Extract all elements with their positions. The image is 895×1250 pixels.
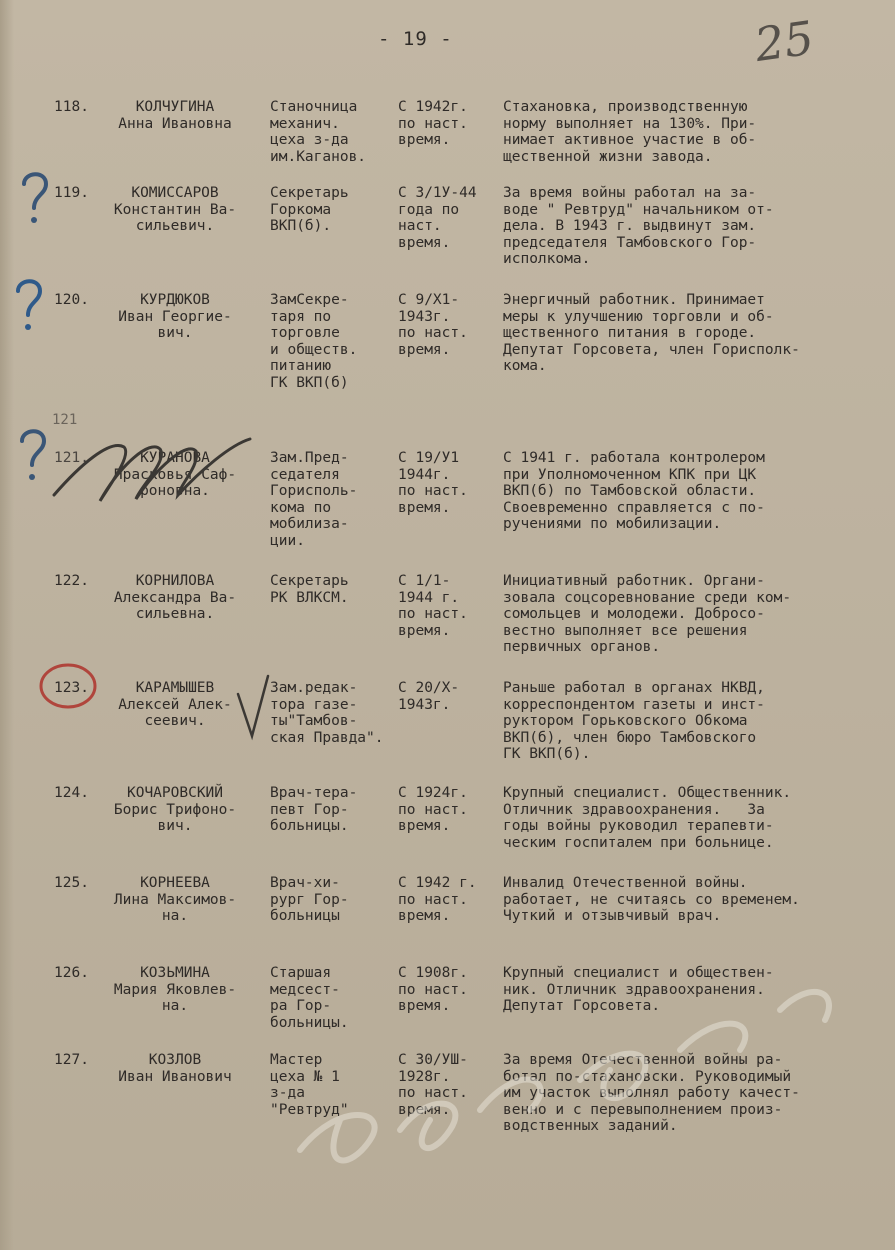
archive-sheet-number: 25 — [751, 10, 818, 73]
watermark-icon — [280, 900, 880, 1220]
question-mark-icon — [14, 168, 54, 228]
entry-description: За время войны работал на за- воде " Ревтруд" начальником от- дела. В 1943 г. выдвинут зам. председателя Тамбовского Гор- исполкома. — [503, 185, 774, 267]
entry-tenure: С 30/УШ- 1928г. по наст. время. — [398, 1052, 468, 1118]
entry-tenure: С 1924г. по наст. время. — [398, 785, 468, 834]
entry-name: КАРАМЫШЕВ Алексей Алек- сеевич. — [118, 680, 232, 729]
entry-description: Стахановка, производственную норму выполняет на 130%. При- нимает активное участие в об- щественной жизни завода. — [503, 99, 757, 165]
entry-tenure: С 9/Х1- 1943г. по наст. время. — [398, 292, 468, 358]
entry-position: Секретарь РК ВЛКСМ. — [270, 573, 349, 606]
entry-number: 127. — [54, 1052, 89, 1068]
entry-position: Врач-хи- рург Гор- больницы — [270, 875, 349, 924]
page-number: - 19 - — [378, 28, 453, 50]
entry-name: КОЛЧУГИНА Анна Ивановна — [118, 99, 232, 132]
entry-description: Энергичный работник. Принимает меры к улучшению торговли и об- щественного питания в городе. Депутат Горсовета, член Горисполк- кома. — [503, 292, 800, 374]
entry-name: КОРНИЛОВА Александра Ва- сильевна. — [113, 573, 237, 622]
entry-name: КОМИССАРОВ Константин Ва- сильевич. — [113, 185, 237, 234]
entry-number: 120. — [54, 292, 89, 308]
margin-note: 121 — [52, 412, 78, 428]
entry-name: КОРНЕЕВА Лина Максимов- на. — [113, 875, 237, 924]
entry-tenure: С 1/1- 1944 г. по наст. время. — [398, 573, 468, 639]
entry-number: 121. — [54, 450, 89, 466]
entry-name: КУРДЮКОВ Иван Георгие- вич. — [118, 292, 232, 341]
red-circle-mark-icon — [36, 660, 100, 712]
entry-name: КОЗЛОВ Иван Иванович — [118, 1052, 232, 1085]
entry-position: Секретарь Горкома ВКП(б). — [270, 185, 349, 234]
entry-tenure: С 19/У1 1944г. по наст. время. — [398, 450, 468, 516]
entry-description: Крупный специалист и обществен- ник. Отличник здравоохранения. Депутат Горсовета. — [503, 965, 774, 1014]
entry-tenure: С 1942 г. по наст. время. — [398, 875, 477, 924]
entry-tenure: С 20/Х- 1943г. — [398, 680, 460, 713]
entry-number: 126. — [54, 965, 89, 981]
entry-tenure: С 1908г. по наст. время. — [398, 965, 468, 1014]
entry-number: 122. — [54, 573, 89, 589]
entry-description: Раньше работал в органах НКВД, корреспондентом газеты и инст- руктором Горьковского Обкома ВКП(б), член бюро Тамбовского ГК ВКП(б). — [503, 680, 765, 762]
entry-description: Крупный специалист. Общественник. Отличник здравоохранения. За годы войны руководил терапевти- ческим госпиталем при больнице. — [503, 785, 792, 851]
entry-position: ЗамСекре- таря по торговле и обществ. питанию ГК ВКП(б) — [270, 292, 358, 391]
entry-number: 123. — [54, 680, 89, 696]
entry-tenure: С 3/1У-44 года по наст. время. — [398, 185, 477, 251]
entry-description: За время Отечественной войны ра- ботал по-стахановски. Руководимый им участок выполнял работу качест- венно и с перевыполнением произ- водственных заданий. — [503, 1052, 800, 1134]
entry-number: 119. — [54, 185, 89, 201]
entry-name: КОЗЬМИНА Мария Яковлев- на. — [113, 965, 237, 1014]
entry-position: Старшая медсест- ра Гор- больницы. — [270, 965, 349, 1031]
question-mark-icon — [8, 275, 48, 335]
entry-position: Зам.редак- тора газе- ты"Тамбов- ская Правда". — [270, 680, 384, 746]
paper-edge-shadow — [0, 0, 14, 1250]
entry-position: Врач-тера- певт Гор- больницы. — [270, 785, 358, 834]
entry-number: 118. — [54, 99, 89, 115]
strikethrough-scribble-icon — [40, 425, 260, 525]
entry-tenure: С 1942г. по наст. время. — [398, 99, 468, 148]
check-mark-icon — [232, 672, 272, 742]
entry-name: КОЧАРОВСКИЙ Борис Трифоно- вич. — [113, 785, 237, 834]
entry-position: Мастер цеха № 1 з-да "Ревтруд" — [270, 1052, 349, 1118]
entry-description: Инициативный работник. Органи- зовала соцсоревнование среди ком- сомольцев и молодежи. Добросо- вестно выполняет все решения первичных органов. — [503, 573, 792, 655]
entry-position: Зам.Пред- седателя Горисполь- кома по мобилиза- ции. — [270, 450, 358, 549]
entry-number: 124. — [54, 785, 89, 801]
entry-description: С 1941 г. работала контролером при Уполномоченном КПК при ЦК ВКП(б) по Тамбовской области. Своевременно справляется с по- ручениями по мобилизации. — [503, 450, 765, 532]
entry-number: 125. — [54, 875, 89, 891]
entry-description: Инвалид Отечественной войны. работает, не считаясь со временем. Чуткий и отзывчивый врач. — [503, 875, 800, 924]
entry-name: КУРАНОВА Прасковья Саф- роновна. — [113, 450, 237, 499]
entry-position: Станочница механич. цеха з-да им.Каганов. — [270, 99, 367, 165]
